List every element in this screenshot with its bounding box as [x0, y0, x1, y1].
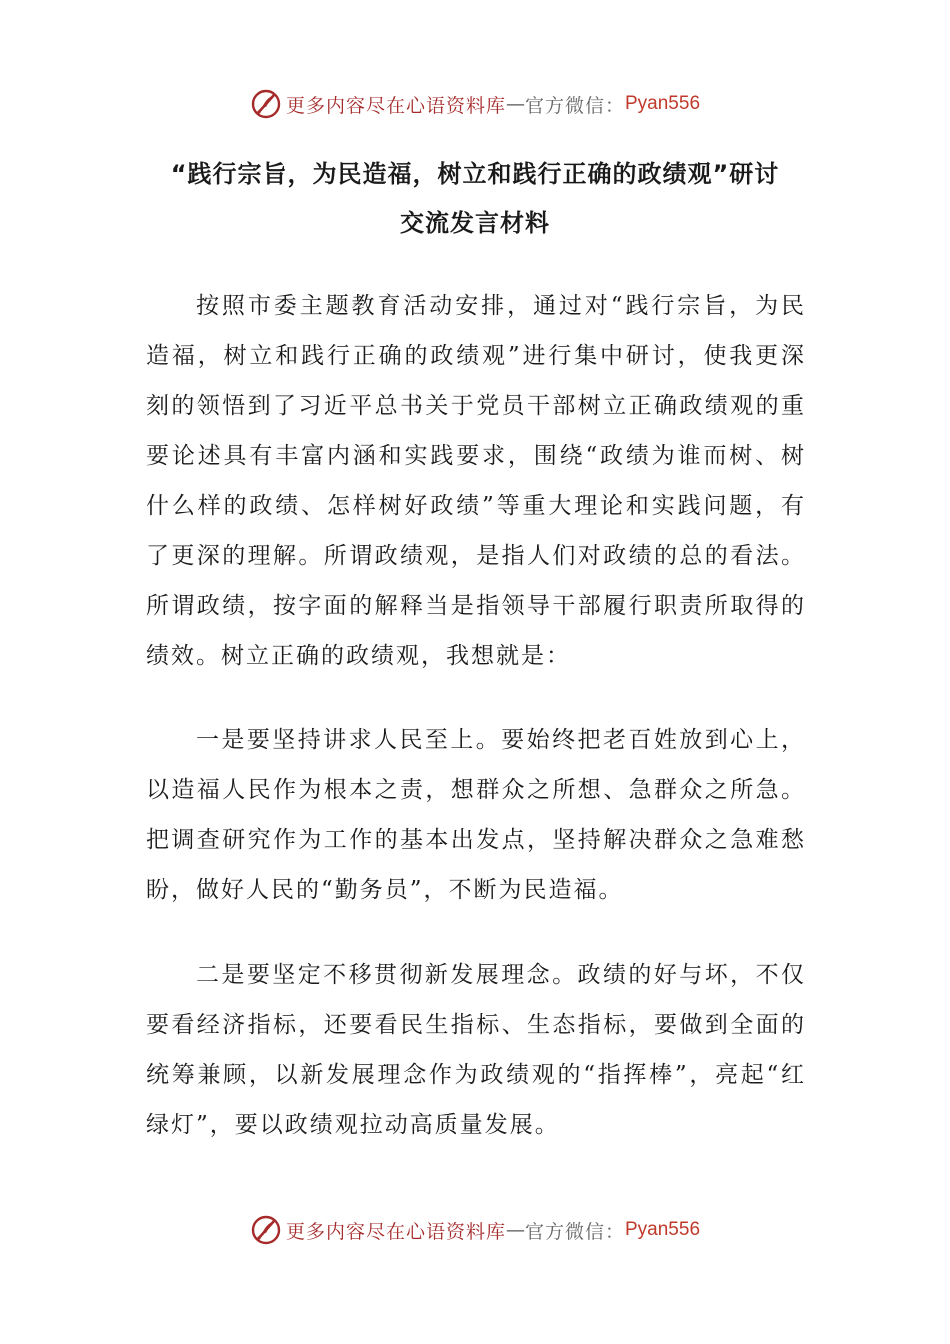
wechat-label: 官方微信： — [524, 1220, 625, 1243]
quill-logo-icon — [250, 1214, 282, 1246]
site-name: 更多内容尽在心语资料库 — [285, 94, 506, 117]
document-title-line-1: “践行宗旨，为民造福，树立和践行正确的政绩观”研讨 — [170, 160, 780, 188]
body-paragraph-point-2: 二是要坚定不移贯彻新发展理念。政绩的好与坏，不仅要看经济指标，还要看民生指标、生态指标，要做到全面的统筹兼顾，以新发展理念作为政绩观的“指挥棒”，亮起“红绿灯”，要以政绩观拉动高质量发展。 — [146, 962, 806, 1138]
wechat-label: 官方微信： — [524, 94, 625, 117]
document-title-line-2: 交流发言材料 — [400, 209, 550, 237]
banner-dash: — — [505, 93, 525, 115]
body-paragraph-intro: 按照市委主题教育活动安排，通过对“践行宗旨，为民造福，树立和践行正确的政绩观”进行集中研讨，使我更深刻的领悟到了习近平总书关于党员干部树立正确政绩观的重要论述具有丰富内涵和实践要求，围绕“政绩为谁而树、树什么样的政绩、怎样树好政绩”等重大理论和实践问题，有了更深的理解。所谓政绩观，是指人们对政绩的总的看法。所谓政绩，按字面的解释当是指领导干部履行职责所取得的绩效。树立正确的政绩观，我想就是： — [146, 293, 806, 669]
header-banner — [0, 84, 950, 124]
body-paragraph-point-1: 一是要坚持讲求人民至上。要始终把老百姓放到心上，以造福人民作为根本之责，想群众之所想、急群众之所急。把调查研究作为工作的基本出发点，坚持解决群众之急难愁盼，做好人民的“勤务员”，不断为民造福。 — [146, 727, 806, 903]
wechat-id: Pyan556 — [625, 93, 701, 114]
wechat-id: Pyan556 — [625, 1219, 701, 1240]
banner-dash: — — [505, 1219, 525, 1241]
quill-logo-icon — [250, 88, 282, 120]
footer-banner — [0, 1210, 950, 1250]
site-name: 更多内容尽在心语资料库 — [285, 1220, 506, 1243]
